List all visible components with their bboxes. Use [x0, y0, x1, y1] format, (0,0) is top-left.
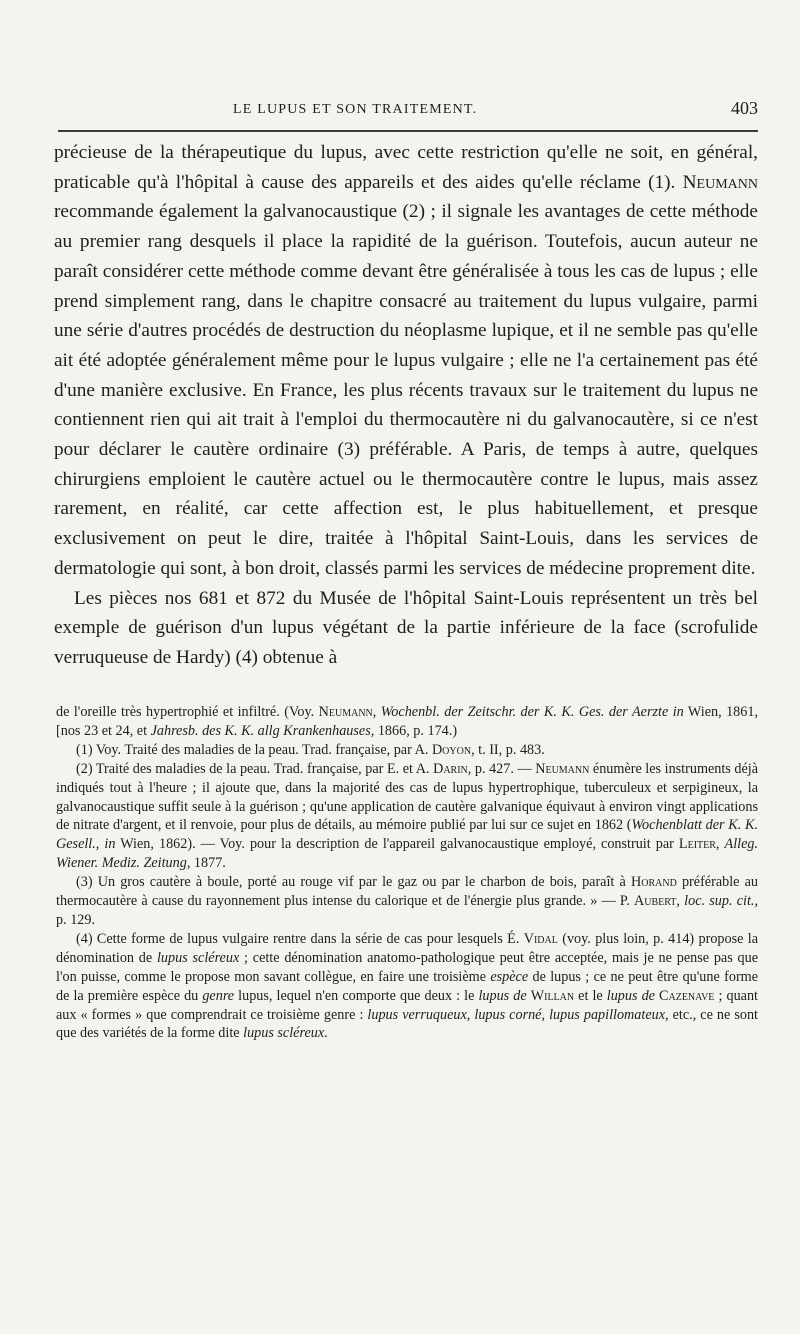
text-run: et le — [574, 987, 607, 1004]
page-number: 403 — [731, 98, 758, 118]
author-name: Vidal — [523, 930, 558, 947]
footnote-4 — [56, 930, 758, 1043]
journal-title: Wochenblatt der K. K. Gesell., in — [56, 817, 758, 853]
text-run: ; cette dénomination anatomo-pathologique peut être acceptée, mais je ne pense pas que l'on puisse, comme le propose mon savant collègue, en faire une troisième — [56, 949, 758, 985]
term: genre — [202, 987, 235, 1004]
reference: loc. sup. cit. — [684, 893, 755, 910]
author-name: Neumann — [682, 171, 758, 193]
text-run: lupus, lequel n'en comporte que deux : le — [234, 987, 479, 1004]
text-run: préférable au thermocautère à cause du rayonnement plus intense du calorique et de l'énergie plus grande. » — P. — [56, 874, 758, 910]
footnote-3 — [56, 873, 758, 930]
text-run: de lupus ; ce ne peut être qu'une forme de la première espèce du — [56, 968, 759, 1004]
text-run: Wien, 1861, [nos 23 et 24, et — [56, 704, 759, 739]
running-title: LE LUPUS ET SON TRAITEMENT. — [233, 102, 478, 117]
author-name: Aubert — [633, 893, 677, 910]
text-run: , p. 129. — [56, 893, 758, 928]
text-run: ; quant aux « formes » que comprendrait ce troisième genre : — [56, 987, 758, 1023]
text-run: , — [676, 893, 685, 910]
text-run: , — [372, 704, 381, 720]
text-run: de l'oreille très hypertrophié et infiltré. (Voy. — [56, 704, 319, 720]
running-header — [58, 98, 758, 126]
paragraph — [54, 138, 758, 584]
author-name: Willan — [530, 987, 575, 1004]
footnote-2 — [56, 760, 758, 873]
text-run: (4) Cette forme de lupus vulgaire rentre dans la série de cas pour lesquels É. — [76, 930, 524, 947]
term: lupus de — [606, 987, 655, 1004]
text-run: (2) Traité des maladies de la peau. Trad. française, par E. et A. — [76, 760, 434, 777]
journal-title: Wochenbl. der Zeitschr. der K. K. Ges. der Aerzte in — [380, 704, 684, 720]
author-name: Cazenave — [659, 987, 715, 1004]
text-run: , 1866, p. 174.) — [370, 722, 458, 739]
term: espèce — [490, 968, 529, 985]
text-run: , 1877. — [186, 855, 226, 872]
author-name: Doyon — [431, 741, 472, 758]
text-run: (1) Voy. Traité des maladies de la peau. Trad. française, par A. — [76, 741, 432, 758]
footnote-1 — [56, 741, 758, 760]
text-run: . — [324, 1025, 328, 1042]
journal-title: Jahresb. des K. K. allg Krankenhauses — [150, 722, 371, 739]
term: lupus de — [478, 987, 527, 1004]
text-run: , etc., ce ne sont que des variétés de la forme dite — [56, 1006, 759, 1042]
author-name: Darin — [433, 760, 468, 777]
author-name: Neumann — [318, 704, 373, 720]
main-text — [54, 138, 758, 673]
author-name: Horand — [630, 874, 677, 891]
footnote-continuation — [56, 703, 758, 741]
author-name: Neumann — [535, 760, 590, 777]
text-run: précieuse de la thérapeutique du lupus, avec cette restriction qu'elle ne soit, en général, praticable qu'à l'hôpital à cause des appareils et des aides qu'elle réclame (1). — [54, 142, 758, 193]
text-run: , — [715, 836, 725, 853]
text-run: recommande également la galvanocaustique (2) ; il signale les avantages de cette méthode au premier rang desquels il place la rapidité de la guérison. Toutefois, aucun auteur ne paraît considérer cette méthode comme devant être généralisée à tous les cas de lupus ; elle prend simplement rang, dans le chapitre consacré au traitement du lupus vulgaire, parmi une série d'autres procédés de destruction du néoplasme lupique, et il ne semble pas qu'elle ait été adoptée généralement même pour le lupus vulgaire ; elle ne l'a certainement pas été d'une manière exclusive. En France, les plus récents travaux sur le traitement du lupus ne contiennent rien qui ait trait à l'emploi du thermocautère ni du galvanocautère, si ce n'est pour déclarer le cautère ordinaire (3) préférable. A Paris, de temps à autre, quelques chirurgiens emploient le cautère actuel ou le thermocautère contre le lupus, mais assez rarement, en réalité, car cette affection est, le plus habituellement, et presque exclusivement on peut le dire, traitée à l'hôpital Saint-Louis, dans les services de dermatologie qui sont, à bon droit, classés parmi les services de médecine proprement dite. — [54, 201, 758, 579]
author-name: Leiter — [678, 836, 716, 853]
footnotes — [56, 703, 758, 1043]
journal-title: Alleg. Wiener. Mediz. Zeitung — [56, 836, 759, 872]
text-run: énumère les instruments déjà indiqués tout à l'heure ; il ajoute que, dans la majorité des cas de lupus hypertrophique, tuberculeux et serpigineux, la galvanocaustique suffit seule à la guérison ; qu'une application de cautère galvanique équivaut à environ vingt applications de nitrate d'argent, et il renvoie, pour plus de détails, au mémoire publié par lui sur ce sujet en 1862 ( — [56, 760, 759, 834]
term: lupus scléreux — [243, 1025, 325, 1042]
header-rule — [58, 130, 758, 132]
text-run: , t. II, p. 483. — [471, 741, 545, 758]
text-run: (voy. plus loin, p. 414) propose la dénomination de — [56, 930, 759, 966]
paragraph: Les pièces nos 681 et 872 du Musée de l'hôpital Saint-Louis représentent un très bel exemple de guérison d'un lupus végétant de la partie inférieure de la face (scrofulide verruqueuse de Hardy) (4) obtenue à — [54, 587, 758, 668]
text-run: , p. 427. — — [467, 760, 536, 777]
term: lupus verruqueux, lupus corné, lupus papillomateux — [367, 1006, 666, 1023]
text-run: (3) Un gros cautère à boule, porté au rouge vif par le gaz ou par le charbon de bois, paraît à — [76, 874, 631, 891]
text-run: Wien, 1862). — Voy. pour la description de l'appareil galvanocaustique employé, construit par — [115, 836, 679, 853]
term: lupus scléreux — [156, 949, 240, 966]
